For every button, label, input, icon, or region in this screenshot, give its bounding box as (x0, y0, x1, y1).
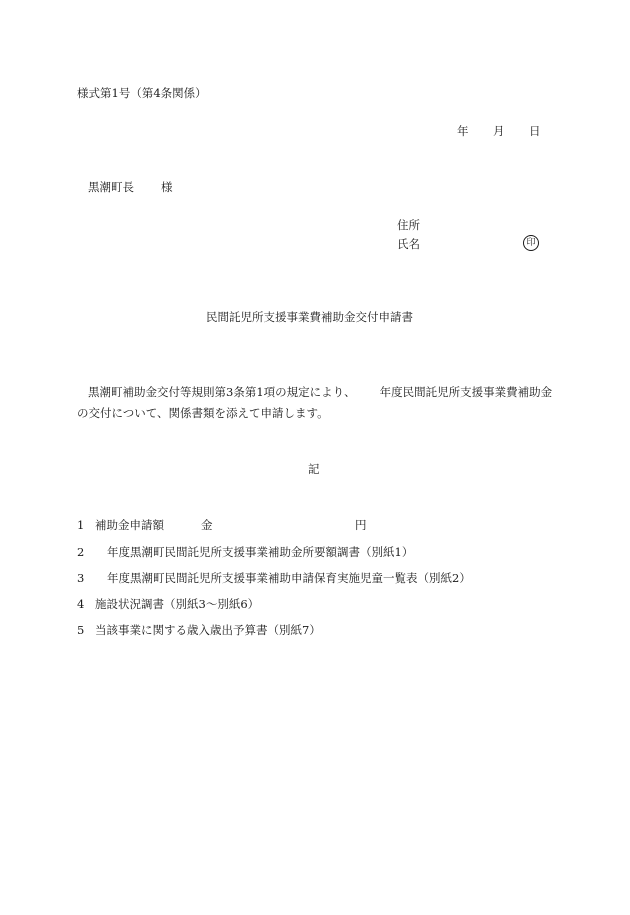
document-title: 民間託児所支援事業費補助金交付申請書 (206, 310, 413, 324)
body-text-part-a: 黒潮町補助金交付等規則第3条第1項の規定により、 (88, 385, 356, 399)
list-item (77, 545, 413, 559)
list-item (77, 623, 321, 637)
date-month-label: 月 (493, 124, 505, 138)
seal-icon: 印 (523, 235, 539, 251)
list-item-text: 年度黒潮町民間託児所支援事業補助金所要額調書（別紙1） (107, 545, 414, 559)
list-item (77, 571, 471, 585)
form-number: 様式第1号（第4条関係） (77, 86, 207, 100)
list-item-text: 年度黒潮町民間託児所支援事業補助申請保育実施児童一覧表（別紙2） (107, 571, 471, 585)
date-day-label: 日 (529, 124, 541, 138)
list-item-text: 施設状況調書（別紙3～別紙6） (95, 597, 260, 611)
list-item (77, 518, 164, 532)
list-item-text: 当該事業に関する歳入歳出予算書（別紙7） (95, 623, 321, 637)
date-year-label: 年 (457, 124, 469, 138)
body-paragraph-line-2: の交付について、関係書類を添えて申請します。 (77, 406, 329, 420)
list-item (77, 597, 259, 611)
applicant-name-label: 氏名 (397, 237, 420, 251)
applicant-address-label: 住所 (397, 218, 420, 232)
ki-heading: 記 (308, 462, 320, 476)
body-paragraph-line-1 (88, 385, 552, 399)
amount-currency-label: 金 (201, 518, 213, 532)
list-item-number: 4 (77, 597, 85, 611)
body-text-part-b: 年度民間託児所支援事業費補助金 (379, 385, 553, 399)
amount-unit-label: 円 (355, 518, 367, 532)
list-item-number: 5 (77, 623, 85, 637)
addressee-honorific: 様 (161, 180, 173, 194)
addressee-name: 黒潮町長 (88, 180, 134, 194)
list-item-number: 1 (77, 518, 85, 532)
list-item-text: 補助金申請額 (95, 518, 164, 532)
list-item-number: 3 (77, 571, 85, 585)
list-item-number: 2 (77, 545, 85, 559)
